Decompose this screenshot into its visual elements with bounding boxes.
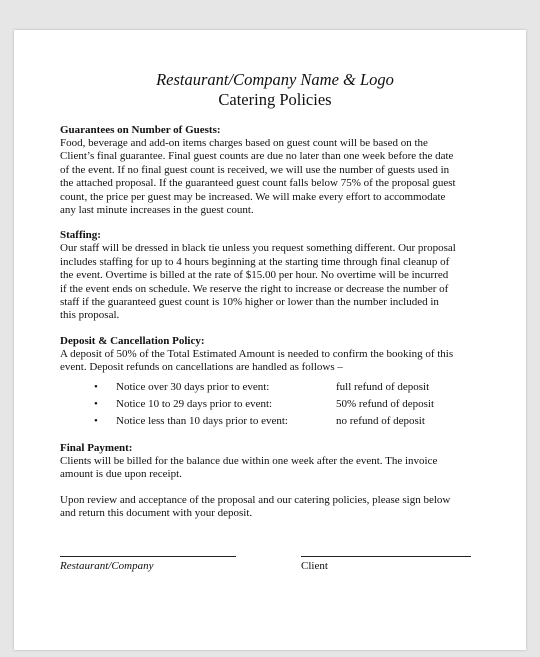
document-subtitle: Catering Policies	[218, 90, 332, 109]
bullet-icon: •	[94, 414, 98, 427]
body-line: Food, beverage and add-on items charges based on guest count will be based on the	[60, 137, 428, 149]
body-line: the event. Overtime is billed at the rate of $15.00 per hour. No overtime will be incurred	[60, 269, 449, 282]
body-line: the attached proposal. If the guaranteed guest count falls below 75% of the proposal guest	[60, 177, 456, 190]
section-body	[60, 137, 490, 217]
body-line: if the event ends on schedule. We reserve the right to increase or decrease the number of	[60, 282, 449, 295]
section-deposit	[60, 335, 490, 430]
document-page	[14, 30, 526, 650]
closing-statement	[60, 494, 490, 521]
notice-period: Notice less than 10 days prior to event:	[116, 414, 288, 427]
body-line: Client’s final guarantee. Final guest counts are due no later than one week before the date	[60, 150, 454, 163]
section-body	[60, 242, 490, 322]
section-body	[60, 348, 490, 375]
section-heading: Staffing:	[60, 229, 101, 242]
body-line: staff if the guaranteed guest count is 10% higher or lower than the number included in	[60, 296, 439, 309]
body-line: A deposit of 50% of the Total Estimated Amount is needed to confirm the booking of this	[60, 347, 454, 360]
section-body	[60, 455, 490, 482]
notice-period: Notice over 30 days prior to event:	[116, 380, 270, 393]
body-line: this proposal.	[60, 309, 120, 322]
body-line: Upon review and acceptance of the proposal and our catering policies, please sign below	[60, 493, 451, 506]
list-item	[60, 413, 490, 430]
section-heading: Guarantees on Number of Guests:	[60, 124, 221, 136]
refund-amount: full refund of deposit	[336, 380, 430, 393]
body-line: Our staff will be dressed in black tie unless you request something different. Our proposal	[60, 242, 456, 255]
company-signature-label: Restaurant/Company	[60, 560, 154, 573]
refund-schedule-list	[60, 379, 490, 430]
company-name-title: Restaurant/Company Name & Logo	[156, 70, 394, 89]
section-final-payment	[60, 442, 490, 482]
body-line: any last minute increases in the guest count.	[60, 204, 254, 217]
body-line: of the event. If no final guest count is received, we will use the number of guests used in	[60, 163, 450, 176]
section-heading: Deposit & Cancellation Policy:	[60, 334, 205, 347]
body-line: event. Deposit refunds on cancellations are handled as follows –	[60, 361, 343, 374]
bullet-icon: •	[94, 397, 98, 410]
section-guarantees	[60, 124, 490, 217]
document-content	[60, 70, 490, 586]
signature-block	[60, 556, 490, 586]
bullet-icon: •	[94, 380, 98, 393]
body-line: amount is due upon receipt.	[60, 468, 182, 481]
section-staffing	[60, 229, 490, 322]
body-line: count, the price per guest may be increased. We will make every effort to accommodate	[60, 190, 446, 203]
list-item	[60, 379, 490, 396]
section-heading: Final Payment:	[60, 441, 133, 454]
body-line: and return this document with your deposit.	[60, 506, 253, 519]
body-line: includes staffing for up to 4 hours beginning at the starting time through final cleanup of	[60, 255, 450, 268]
list-item	[60, 396, 490, 413]
client-signature-line[interactable]	[301, 556, 471, 557]
refund-amount: 50% refund of deposit	[336, 397, 435, 410]
body-line: Clients will be billed for the balance due within one week after the event. The invoice	[60, 454, 438, 467]
refund-amount: no refund of deposit	[336, 414, 425, 427]
client-signature-label: Client	[301, 560, 328, 573]
notice-period: Notice 10 to 29 days prior to event:	[116, 397, 273, 410]
company-signature-line[interactable]	[60, 556, 236, 557]
